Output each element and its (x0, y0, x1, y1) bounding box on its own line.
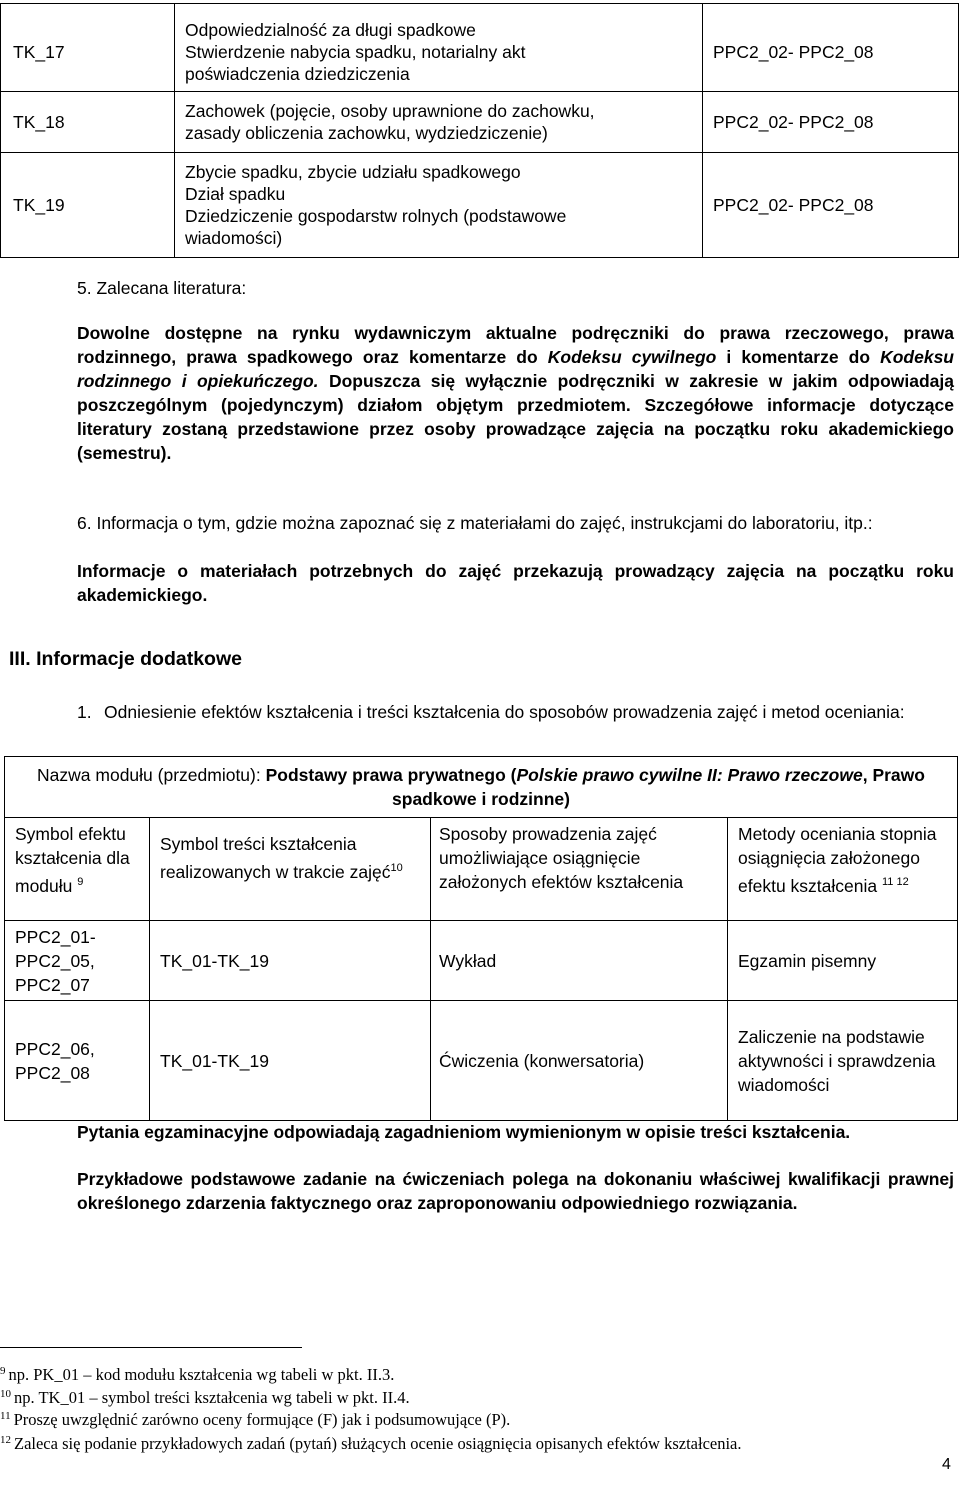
module-name: Nazwa modułu (przedmiotu): Podstawy prawa prywatnego (Polskie prawo cywilne II: Prawo rzeczowe, Prawo spadkowe i rodzinne) (5, 757, 958, 818)
col-header-symbol: Symbol efektu kształcenia dla modułu $^9$ (5, 818, 150, 921)
col-header-method: Sposoby prowadzenia zajęć umożliwiające osiągnięcie założonych efektów kształcenia (431, 818, 728, 921)
row-symbol: PPC2_01- PPC2_05, PPC2_07 (5, 921, 150, 1001)
footnote-10: $^{10}$ np. TK_01 – symbol treści kształcenia wg tabeli w pkt. II.4. (0, 1388, 410, 1407)
content-outcomes: PPC2_02- PPC2_08 (703, 4, 959, 92)
footnote-11: $^{11}$ Proszę uwzględnić zarówno oceny formujące (F) jak i podsumowujące (P). (0, 1410, 511, 1429)
content-outcomes: PPC2_02- PPC2_08 (703, 92, 959, 153)
module-name-row (5, 757, 958, 818)
item-1-number: 1. (77, 702, 92, 722)
table-row (1, 92, 959, 153)
column-header-row (5, 818, 958, 921)
section-III-heading: III. Informacje dodatkowe (9, 648, 242, 670)
page-number: 4 (942, 1456, 951, 1473)
module-methods-table (4, 756, 958, 1121)
row-symbol: PPC2_06, PPC2_08 (5, 1001, 150, 1121)
table-row (5, 921, 958, 1001)
exam-questions-paragraph: Pytania egzaminacyjne odpowiadają zagadnieniom wymienionym w opisie treści kształcenia. (77, 1122, 851, 1142)
section-6-heading: 6. Informacja o tym, gdzie można zapoznać się z materiałami do zajęć, instrukcjami do laboratoriu, itp.: (77, 513, 873, 533)
col-header-assessment: Metody oceniania stopnia osiągnięcia założonego efektu kształcenia $^{11 12}$ (728, 818, 958, 921)
row-content: TK_01-TK_19 (150, 1001, 431, 1121)
table-row (1, 4, 959, 92)
footnote-9: $^9$ np. PK_01 – kod modułu kształcenia wg tabeli w pkt. II.3. (0, 1365, 395, 1384)
footnote-12: $^{12}$ Zaleca się podanie przykładowych zadań (pytań) służących ocenie osiągnięcia opisanych efektów kształcenia. (0, 1434, 742, 1453)
item-1-text: Odniesienie efektów kształcenia i treści kształcenia do sposobów prowadzenia zajęć i metod oceniania: (104, 702, 905, 722)
content-topic: Odpowiedzialność za długi spadkowe Stwierdzenie nabycia spadku, notarialny akt poświadczenia dziedziczenia (175, 4, 703, 92)
content-topic: Zbycie spadku, zbycie udziału spadkowego Dział spadku Dziedziczenie gospodarstw rolnych (podstawowe wiadomości) (175, 153, 703, 258)
content-outcomes: PPC2_02- PPC2_08 (703, 153, 959, 258)
exercise-paragraph: Przykładowe podstawowe zadanie na ćwiczeniach polega na dokonaniu właściwej kwalifikacji prawnej określonego zdarzenia faktycznego oraz zaproponowaniu odpowiedniego rozwiązania. (77, 1169, 954, 1213)
content-code: TK_18 (1, 92, 175, 153)
course-content-table (0, 3, 959, 258)
col-header-content: Symbol treści kształcenia realizowanych w trakcie zajęć$^{10}$ (150, 818, 431, 921)
content-code: TK_17 (1, 4, 175, 92)
table-row (5, 1001, 958, 1121)
section-5-heading: 5. Zalecana literatura: (77, 278, 247, 298)
content-code: TK_19 (1, 153, 175, 258)
literature-paragraph: Dowolne dostępne na rynku wydawniczym aktualne podręczniki do prawa rzeczowego, prawa rodzinnego, prawa spadkowego oraz komentarze do Kodeksu cywilnego i komentarze do Kodeksu rodzinnego i opiekuńczego. Dopuszcza się wyłącznie podręczniki w zakresie w jakim odpowiadają poszczególnym (pojedynczym) działom objętym przedmiotem. Szczegółowe informacje dotyczące literatury zostaną przedstawione przez osoby prowadzące zajęcia na początku roku akademickiego (semestru). (77, 323, 954, 463)
footnote-separator (0, 1347, 302, 1348)
row-method: Ćwiczenia (konwersatoria) (431, 1001, 728, 1121)
row-content: TK_01-TK_19 (150, 921, 431, 1001)
row-method: Wykład (431, 921, 728, 1001)
row-assessment: Zaliczenie na podstawie aktywności i sprawdzenia wiadomości (728, 1001, 958, 1121)
content-topic: Zachowek (pojęcie, osoby uprawnione do zachowku, zasady obliczenia zachowku, wydziedziczenie) (175, 92, 703, 153)
materials-paragraph: Informacje o materiałach potrzebnych do zajęć przekazują prowadzący zajęcia na początku roku akademickiego. (77, 561, 954, 605)
row-assessment: Egzamin pisemny (728, 921, 958, 1001)
table-row (1, 153, 959, 258)
